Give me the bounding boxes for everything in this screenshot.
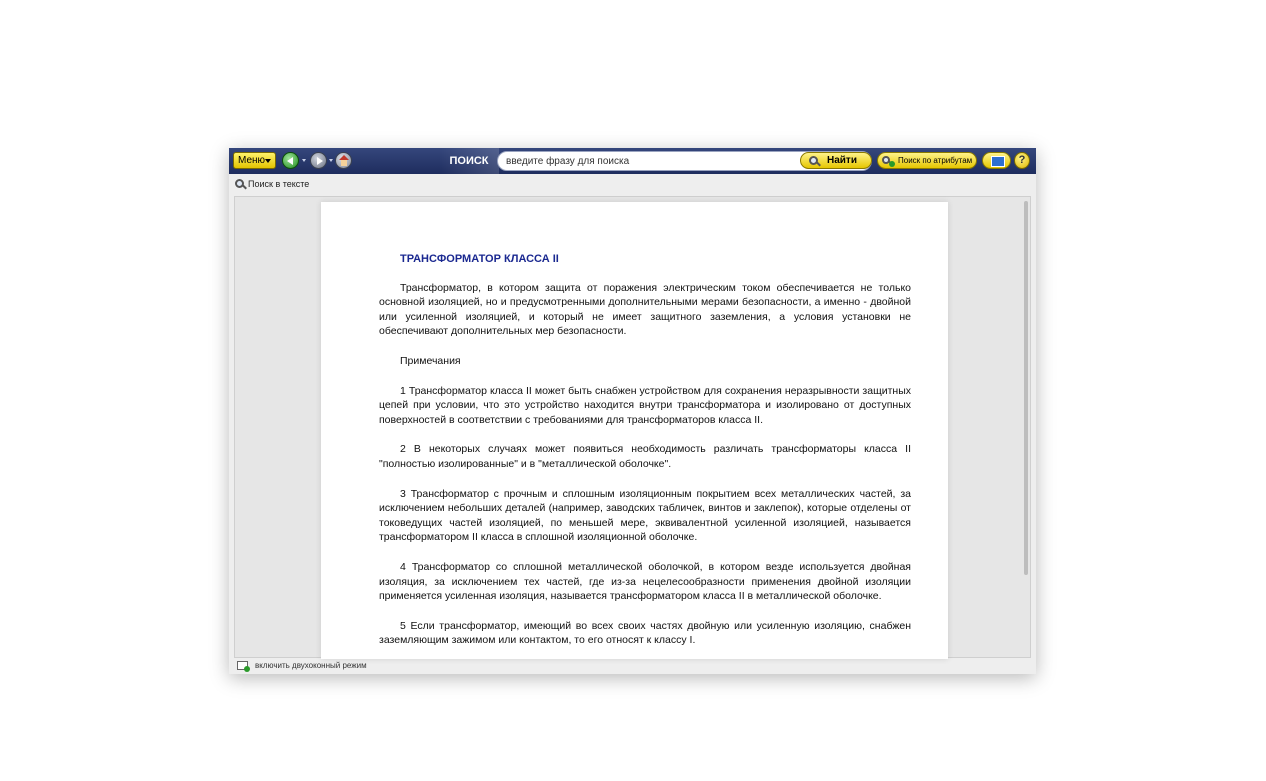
document-page <box>321 202 948 659</box>
help-button[interactable]: ? <box>1014 152 1030 169</box>
menu-label: Меню <box>238 155 266 166</box>
search-section-label: ПОИСК <box>439 148 499 174</box>
note-paragraph: 5 Если трансформатор, имеющий во всех своих частях двойную или усиленную изоляцию, снабжен заземляющим зажимом или контактом, то его относят к классу I. <box>379 619 911 647</box>
menu-button[interactable] <box>233 152 276 169</box>
find-button[interactable] <box>800 152 872 169</box>
dual-window-toggle[interactable]: включить двухоконный режим <box>255 661 367 670</box>
notes-heading: Примечания <box>400 354 461 367</box>
add-icon <box>889 161 895 167</box>
toolbar <box>229 148 1036 174</box>
vertical-scrollbar[interactable] <box>1024 201 1028 575</box>
forward-button[interactable] <box>310 152 327 169</box>
attribute-search-button[interactable] <box>877 152 977 169</box>
note-paragraph: 2 В некоторых случаях может появиться необходимость различать трансформаторы класса II "полностью изолированные" и в "металлической оболочке". <box>379 443 911 470</box>
search-icon <box>809 156 818 165</box>
catalog-button[interactable] <box>982 152 1011 169</box>
search-in-text-link[interactable]: Поиск в тексте <box>248 179 310 189</box>
bottom-bar <box>229 658 1036 674</box>
attribute-search-label: Поиск по атрибутам <box>898 156 973 165</box>
home-icon-body <box>341 160 347 166</box>
note-paragraph: 4 Трансформатор со сплошной металлической оболочкой, в котором везде используется двойная изоляция, за исключением тех частей, где из-за нецелесообразности применения двойной изоляции применяется усиленная изоляция, называется трансформатором класса II в металлической оболочке. <box>379 560 911 603</box>
search-icon <box>235 179 244 188</box>
arrow-left-icon <box>287 157 293 165</box>
add-icon <box>244 666 250 672</box>
search-in-text-bar <box>229 174 1036 196</box>
search-input[interactable] <box>506 154 791 168</box>
app-window <box>229 148 1036 674</box>
forward-history-dropdown-icon[interactable] <box>329 159 333 162</box>
find-label: Найти <box>827 155 857 166</box>
chevron-down-icon <box>265 159 271 163</box>
note-paragraph: 1 Трансформатор класса II может быть снабжен устройством для сохранения неразрывности защитных цепей при условии, что это устройство находится внутри трансформатора и изолировано от доступных поверхностей в соответствии с требованиями для трансформаторов класса II. <box>379 384 911 426</box>
home-button[interactable] <box>335 152 352 169</box>
document-viewer <box>234 196 1031 658</box>
arrow-right-icon <box>317 157 323 165</box>
document-title: ТРАНСФОРМАТОР КЛАССА II <box>400 253 559 265</box>
definition-paragraph: Трансформатор, в котором защита от поражения электрическим током обеспечивается не только основной изоляцией, но и предусмотренными дополнительными мерами безопасности, а именно - двойной или усиленной изоляцией, и который не имеет защитного заземления, а условия установки не обеспечивают дополнительных мер безопасности. <box>379 281 911 338</box>
document-content <box>379 252 911 659</box>
catalog-icon <box>991 156 1005 167</box>
back-history-dropdown-icon[interactable] <box>302 159 306 162</box>
note-paragraph: 3 Трансформатор с прочным и сплошным изоляционным покрытием всех металлических частей, за исключением небольших деталей (например, заводских табличек, винтов и заклепок), которые отделены от токоведущих частей изоляцией, по меньшей мере, эквивалентной усиленной изоляцией, называется трансформатором II класса в сплошной изоляционной оболочке. <box>379 487 911 544</box>
back-button[interactable] <box>282 152 299 169</box>
